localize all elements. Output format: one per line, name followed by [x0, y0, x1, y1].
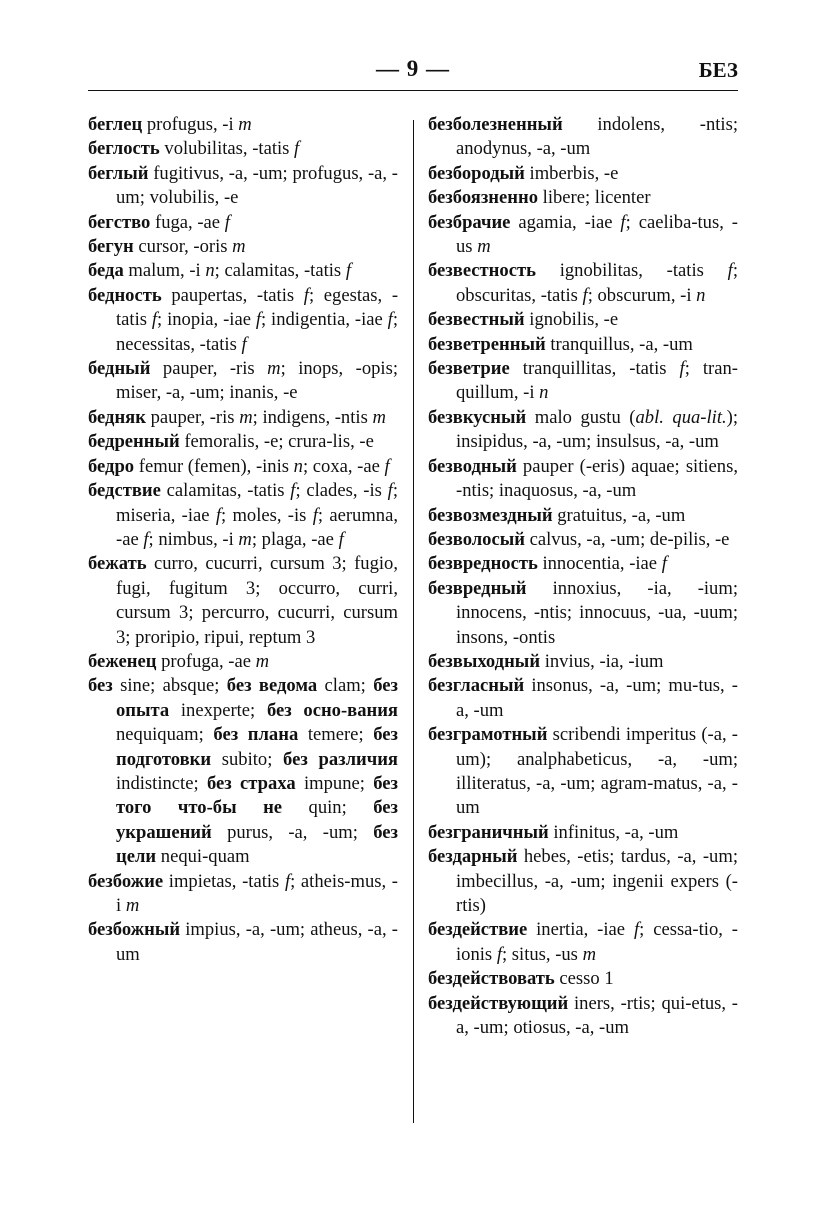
headword: безбожный [88, 919, 181, 941]
dictionary-entry [88, 430, 398, 454]
translation: fuga, -ae [150, 211, 225, 233]
headword: бегство [88, 211, 151, 233]
grammar-label: f [241, 333, 247, 355]
translation: ignobilis, -e [524, 309, 619, 331]
grammar-label: f [384, 455, 390, 477]
dictionary-entry [88, 552, 398, 650]
translation: pauper (-eris) aquae; sitiens, -ntis; inaquosus, -a, -um [456, 455, 738, 502]
grammar-label: m [238, 114, 252, 135]
dictionary-entry [428, 674, 738, 723]
phrase: без цели [116, 821, 398, 868]
translation: clam; [317, 675, 374, 697]
translation: innocentia, -iae [537, 553, 662, 575]
translation: impietas, -tatis [163, 870, 285, 892]
grammar-label: f [727, 260, 733, 282]
headword: безбожие [88, 870, 164, 892]
translation: profugus, -i [142, 114, 239, 135]
headword: бедствие [88, 480, 161, 502]
translation: ; situs, -us [501, 943, 583, 965]
dictionary-entry [428, 552, 738, 576]
grammar-label: m [477, 236, 491, 258]
translation: invius, -ia, -ium [540, 650, 664, 672]
translation: agamia, -iae [510, 211, 621, 233]
grammar-label: f [387, 480, 393, 502]
translation: ; indigens, -ntis [252, 406, 373, 428]
phrase: без осно-вания [266, 699, 398, 721]
dictionary-entry [428, 406, 738, 455]
left-column [88, 113, 398, 967]
grammar-label: f [290, 480, 296, 502]
dictionary-entry [88, 284, 398, 357]
grammar-label: m [255, 650, 270, 672]
headword: беглец [88, 114, 143, 135]
translation: pauper, -ris [150, 358, 268, 380]
grammar-label: m [125, 895, 140, 916]
grammar-label: f [303, 284, 309, 306]
headword: бездействующий [428, 992, 569, 1014]
headword: безвредный [428, 577, 527, 599]
grammar-label: f [255, 309, 261, 331]
dictionary-entry [428, 113, 738, 162]
translation: inexperte; [169, 699, 267, 721]
dictionary-entry [88, 235, 398, 259]
translation: ; egestas, -tatis [116, 284, 399, 331]
translation: cesso 1 [554, 968, 614, 990]
translation: libere; licenter [538, 187, 651, 209]
translation: volubilitas, -tatis [159, 138, 295, 160]
dictionary-entry [428, 992, 738, 1041]
phrase: без украшений [116, 797, 398, 843]
translation: ; indigentia, -iae [261, 309, 388, 331]
headword: безбородый [428, 162, 525, 184]
page-number: — 9 — [376, 56, 450, 81]
translation: innoxius, -ia, -ium; innocens, -ntis; innocuus, -ua, -uum; insons, -ontis [456, 577, 738, 648]
translation: purus, -a, -um; [211, 821, 374, 843]
translation: curro, cucurri, cursum 3; fugio, fugi, fugitum 3; occurro, curri, cursum 3; percurro, cucurri, cursum 3; proripio, ripui, reptum 3 [116, 553, 398, 648]
grammar-label: m [238, 528, 252, 550]
translation: ; miseria, -iae [116, 480, 399, 526]
headword: безвредность [428, 553, 538, 575]
translation: calvus, -a, -um; de-pilis, -e [524, 528, 730, 550]
column-divider [413, 120, 414, 1123]
headword: беда [88, 260, 124, 282]
dictionary-entry [88, 259, 398, 283]
translation: ); insipidus, -a, -um; insulsus, -a, -um [456, 406, 738, 453]
grammar-label: abl. qua-lit. [635, 406, 727, 428]
phrase: без страха [206, 772, 296, 794]
translation: temere; [298, 724, 374, 746]
dictionary-entry [428, 259, 738, 308]
headword: бездействовать [428, 968, 555, 990]
translation: hebes, -etis; tardus, -a, -um; imbecillus, -a, -um; ingenii expers (-rtis) [456, 846, 738, 916]
headword: безветрие [428, 358, 510, 380]
dictionary-entry [428, 821, 738, 845]
phrase: без опыта [116, 675, 398, 721]
translation: ; inops, -opis; miser, -a, -um; inanis, -e [116, 358, 398, 404]
headword: бедность [88, 284, 162, 306]
translation: ; obscuritas, -tatis [456, 260, 738, 306]
translation: ; inopia, -iae [157, 309, 256, 331]
dictionary-entry [428, 918, 738, 967]
headword: безвестный [428, 309, 525, 331]
grammar-label: m [232, 236, 246, 258]
translation: ; plaga, -ae [251, 528, 339, 550]
grammar-label: f [215, 504, 221, 526]
dictionary-entry [88, 113, 398, 137]
translation: nequi-quam [156, 846, 250, 868]
grammar-label: f [661, 553, 667, 575]
grammar-label: f [496, 943, 502, 965]
running-head: БЕЗ [698, 58, 738, 82]
headword: без [88, 675, 113, 697]
dictionary-entry [428, 308, 738, 332]
translation: pauper, -ris [145, 406, 240, 428]
headword: бедренный [88, 431, 180, 453]
grammar-label: m [582, 943, 597, 965]
translation: cursor, -oris [133, 236, 233, 258]
grammar-label: f [338, 528, 344, 550]
translation: calamitas, -tatis [160, 480, 291, 502]
dictionary-entry [428, 333, 738, 357]
dictionary-entry [88, 479, 398, 552]
dictionary-entry [88, 211, 398, 235]
grammar-label: n [205, 260, 215, 282]
headword: безбоязненно [428, 187, 538, 209]
headword: безволосый [428, 528, 525, 550]
translation: malo gustu ( [526, 406, 636, 428]
grammar-label: n [539, 382, 549, 404]
phrase: без ведома [226, 675, 318, 697]
dictionary-entry [428, 650, 738, 674]
translation: ignobilitas, -tatis [535, 260, 728, 282]
translation: insonus, -a, -um; mu-tus, -a, -um [456, 675, 738, 721]
grammar-label: f [679, 358, 685, 380]
grammar-label: n [696, 284, 706, 306]
translation: ; atheis-mus, -i [116, 870, 398, 916]
translation: sine; absque; [112, 675, 227, 697]
translation: scribendi imperitus (-a, -um); analphabeticus, -a, -um; illiteratus, -a, -um; agram-matus, -a, -um [456, 724, 738, 819]
translation: ; cessa-tio, -ionis [456, 919, 738, 965]
page-header [88, 56, 738, 91]
grammar-label: f [284, 870, 291, 892]
headword: безгласный [428, 675, 525, 697]
dictionary-entry [88, 137, 398, 161]
grammar-label: f [620, 211, 626, 233]
right-column [428, 113, 738, 1040]
translation: ; calamitas, -tatis [214, 260, 346, 282]
grammar-label: f [294, 138, 300, 160]
headword: безграмотный [428, 724, 548, 746]
dictionary-entry [88, 162, 398, 211]
translation: gratuitus, -a, -um [552, 504, 686, 526]
translation: ; moles, -is [221, 504, 313, 526]
headword: безбрачие [428, 211, 511, 233]
translation: femoralis, -e; crura-lis, -e [179, 431, 374, 453]
grammar-label: f [312, 504, 318, 526]
dictionary-entry [428, 967, 738, 991]
grammar-label: f [345, 260, 351, 282]
dictionary-entry [428, 186, 738, 210]
dictionary-entry [88, 357, 398, 406]
grammar-label: f [151, 309, 158, 331]
translation: iners, -rtis; qui-etus, -a, -um; otiosus, -a, -um [456, 992, 738, 1039]
headword: бедный [88, 358, 151, 380]
translation: ; caeliba-tus, -us [456, 211, 738, 258]
translation: ; coxa, -ae [302, 455, 385, 477]
dictionary-entry [428, 845, 738, 918]
translation: ; aerumna, -ae [116, 504, 398, 550]
grammar-label: f [582, 284, 588, 306]
dictionary-entry [88, 650, 398, 674]
grammar-label: n [293, 455, 303, 477]
translation: quin; [282, 797, 374, 819]
headword: беглый [88, 162, 149, 184]
headword: безводный [428, 455, 517, 477]
dictionary-entry [428, 577, 738, 650]
dictionary-entry [428, 162, 738, 186]
headword: безвкусный [428, 406, 527, 428]
dictionary-entry [88, 674, 398, 869]
translation: indolens, -ntis; anodynus, -a, -um [456, 114, 738, 160]
translation: ; obscurum, -i [587, 284, 697, 306]
headword: безвыходный [428, 650, 541, 672]
headword: безвозмездный [428, 504, 553, 526]
headword: бежать [88, 553, 147, 575]
translation: malum, -i [123, 260, 206, 282]
dictionary-entry [428, 723, 738, 821]
grammar-label: m [239, 406, 253, 428]
translation: femur (femen), -inis [134, 455, 294, 477]
headword: бегун [88, 236, 134, 258]
phrase: без различия [283, 748, 398, 770]
translation: tranquillus, -a, -um [545, 333, 693, 355]
translation: fugitivus, -a, -um; profugus, -a, -um; volubilis, -e [116, 162, 398, 209]
translation: tranquillitas, -tatis [509, 358, 680, 380]
phrase: без того что-бы не [116, 772, 399, 819]
translation: indistincte; [116, 772, 207, 794]
headword: бедняк [88, 406, 146, 428]
translation: impius, -a, -um; atheus, -a, -um [116, 919, 398, 965]
headword: безвестность [428, 260, 536, 282]
grammar-label: m [267, 358, 281, 380]
headword: бездействие [428, 919, 528, 941]
headword: бездарный [428, 846, 518, 868]
headword: беженец [88, 650, 157, 672]
dictionary-entry [88, 870, 398, 919]
translation: profuga, -ae [156, 650, 256, 672]
translation: nequiquam; [116, 724, 214, 746]
grammar-label: f [143, 528, 149, 550]
dictionary-entry [88, 406, 398, 430]
translation: inertia, -iae [527, 919, 634, 941]
translation: paupertas, -tatis [161, 284, 304, 306]
headword: бедро [88, 455, 135, 477]
headword: безболезненный [428, 114, 563, 135]
dictionary-entry [428, 357, 738, 406]
headword: безграничный [428, 821, 549, 843]
phrase: без подготовки [116, 724, 398, 770]
translation: infinitus, -a, -um [548, 821, 679, 843]
grammar-label: f [387, 309, 393, 331]
translation: ; tran-quillum, -i [456, 358, 738, 404]
dictionary-entry [88, 455, 398, 479]
translation: imberbis, -e [524, 162, 619, 184]
dictionary-entry [428, 211, 738, 260]
translation: ; necessitas, -tatis [116, 309, 399, 355]
translation: ; clades, -is [295, 480, 388, 502]
translation: subito; [211, 748, 284, 770]
dictionary-entry [428, 528, 738, 552]
dictionary-entry [428, 455, 738, 504]
dictionary-entry [428, 504, 738, 528]
translation: impune; [295, 772, 374, 794]
dictionary-entry [88, 918, 398, 967]
phrase: без плана [213, 724, 299, 746]
translation: ; nimbus, -i [148, 528, 239, 550]
grammar-label: m [372, 406, 386, 428]
grammar-label: f [224, 211, 230, 233]
grammar-label: f [633, 919, 640, 941]
headword: безветренный [428, 333, 546, 355]
headword: беглость [88, 138, 160, 160]
